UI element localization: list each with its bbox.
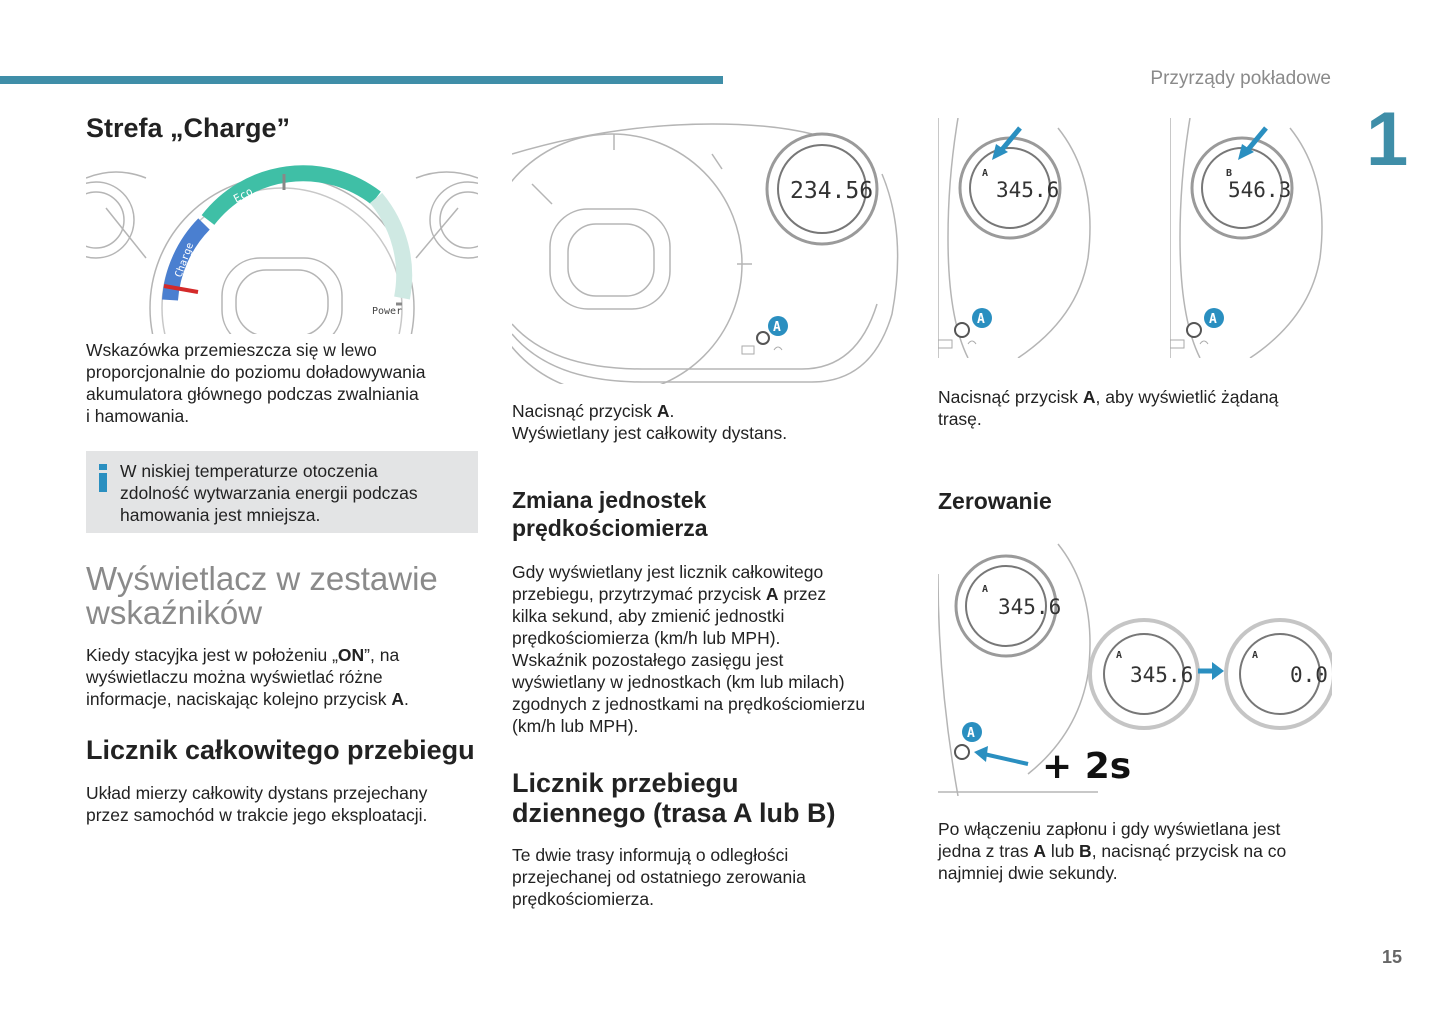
header-accent-bar xyxy=(0,76,723,84)
press-a-instructions: Nacisnąć przycisk A. Wyświetlany jest całkowity dystans. xyxy=(512,401,788,443)
reset-instructions: Po włączeniu zapłonu i gdy wyświetlana jest jedna z tras A lub B, nacisnąć przycisk na co najmniej dwie sekundy. xyxy=(938,819,1287,883)
a-button-label: A xyxy=(977,312,985,327)
press-arrow-icon xyxy=(984,754,1028,764)
reset-after-value: 0.0 xyxy=(1290,663,1328,687)
eco-label: Eco xyxy=(231,184,255,206)
odometer-cluster-figure xyxy=(512,114,904,384)
odometer-description: Układ mierzy całkowity dystans przejechany przez samochód w trakcie jego eksploatacji. xyxy=(86,783,428,825)
trip-a-figure xyxy=(938,118,1098,358)
a-button-label: A xyxy=(967,726,975,741)
chapter-number: 1 xyxy=(1366,97,1409,182)
units-description: Gdy wyświetlany jest licznik całkowitego przebiegu, przytrzymać przycisk A przez kilka sekund, aby zmienić jednostki prędkościomierza (km/h lub MPH). Wskaźnik pozostałego zasięgu jest wyświetlany w jednostkach (km lub milach) zgodnych z jednostkami na prędkościomierzu (km/h lub MPH). xyxy=(512,562,866,736)
a-button[interactable] xyxy=(757,332,769,344)
trip-description: Te dwie trasy informują o odległości przejechanej od ostatniego zerowania prędkościomierza. xyxy=(512,845,806,909)
trip-a-tag: A xyxy=(982,168,989,179)
page-number: 15 xyxy=(1382,947,1403,967)
trip-a-value: 345.6 xyxy=(996,178,1060,202)
units-heading: Zmiana jednostek prędkościomierza xyxy=(512,487,708,541)
a-button[interactable] xyxy=(955,745,969,759)
total-distance-value: 234.56 xyxy=(790,178,874,204)
hold-duration-label: + 2s xyxy=(1042,746,1132,787)
trip-b-tag: B xyxy=(1226,168,1233,179)
reset-start-tag: A xyxy=(982,584,989,595)
a-button-label: A xyxy=(773,320,781,335)
reset-heading: Zerowanie xyxy=(938,488,1052,514)
display-description: Kiedy stacyjka jest w położeniu „ON”, na wyświetlaczu można wyświetlać różne informacje, naciskając kolejno przycisk A. xyxy=(86,645,409,709)
a-button[interactable] xyxy=(955,323,969,337)
section-title: Przyrządy pokładowe xyxy=(1150,68,1331,89)
charge-description: Wskazówka przemieszcza się w lewo proporcjonalnie do poziomu doładowywania akumulatora głównego podczas zwalniania i hamowania. xyxy=(86,340,426,426)
info-note: W niskiej temperaturze otoczenia zdolność wytwarzania energii podczas hamowania jest mniejsza. xyxy=(86,451,478,533)
power-label: Power xyxy=(372,306,403,317)
info-icon xyxy=(97,464,109,492)
charge-label: Charge xyxy=(173,241,197,280)
trip-b-figure xyxy=(1170,118,1330,358)
reset-before-value: 345.6 xyxy=(1130,663,1194,687)
reset-start-value: 345.6 xyxy=(998,595,1062,619)
display-section-title: Wyświetlacz w zestawie wskaźników xyxy=(86,560,438,631)
reset-after-tag: A xyxy=(1252,650,1259,661)
reset-figure xyxy=(938,534,1332,796)
a-button[interactable] xyxy=(1187,323,1201,337)
charge-heading: Strefa „Charge” xyxy=(86,113,291,143)
reset-before-tag: A xyxy=(1116,650,1123,661)
trip-b-value: 546.3 xyxy=(1228,178,1292,202)
charge-gauge-figure xyxy=(86,158,478,334)
select-trip-instructions: Nacisnąć przycisk A, aby wyświetlić żądaną trasę. xyxy=(938,387,1279,429)
trip-heading: Licznik przebiegu dziennego (trasa A lub B) xyxy=(512,768,836,828)
power-arc xyxy=(376,198,404,298)
a-button-label: A xyxy=(1209,312,1217,327)
odometer-heading: Licznik całkowitego przebiegu xyxy=(86,735,475,765)
